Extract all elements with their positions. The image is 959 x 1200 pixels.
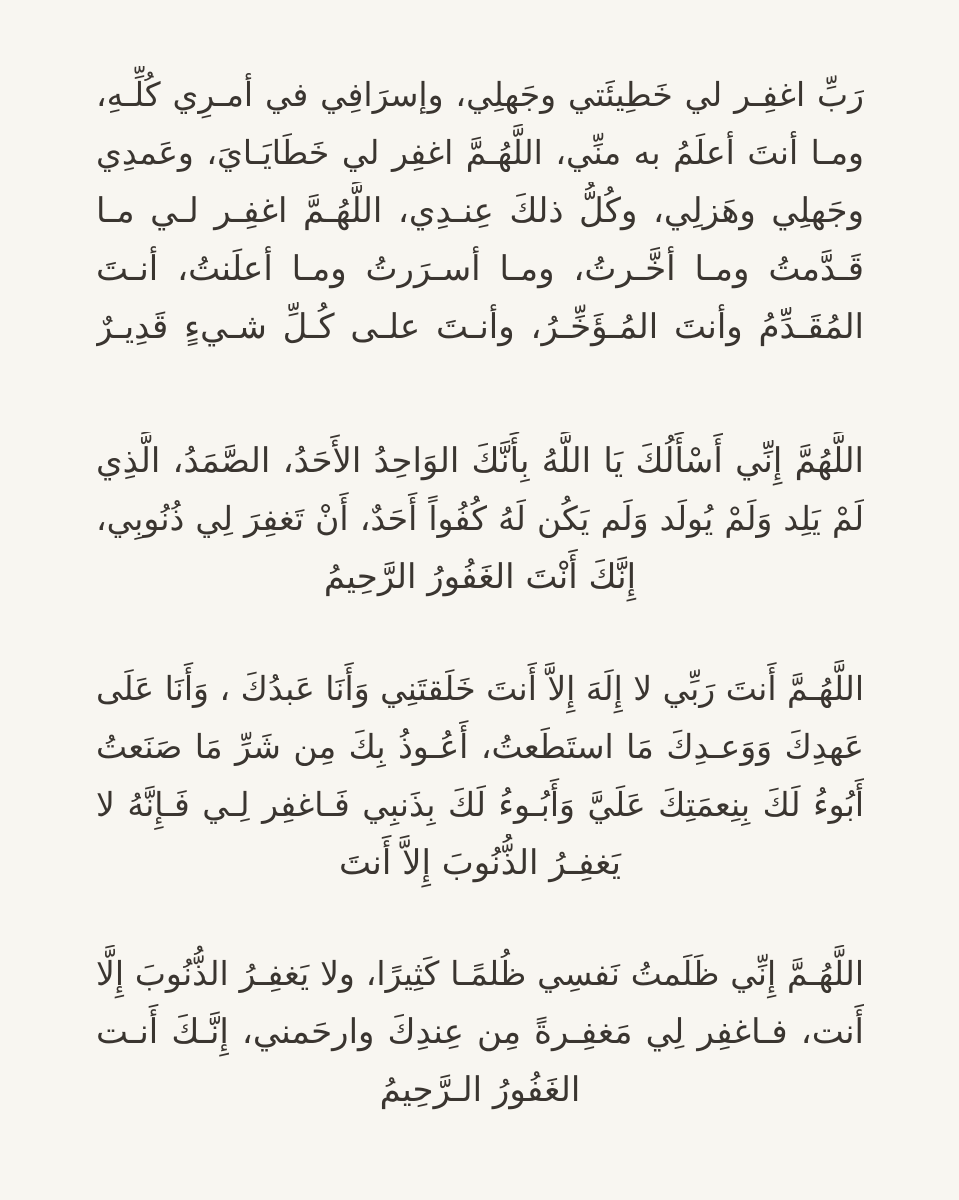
text-line: اللَّهُـمَّ أَنتَ رَبِّي لا إِلَهَ إِلاَّ أَنتَ خَلَقتَنِي وَأَنَا عَبدُكَ ، وَأَنَا عَلَى: [96, 669, 864, 708]
text-line: لَمْ يَلِد وَلَمْ يُولَد وَلَم يَكُن لَهُ كُفُواً أَحَدٌ، أَنْ تَغفِرَ لِي ذُنُوبِي،: [96, 499, 864, 538]
text-line: رَبِّ اغفِـر لي خَطِيئَتي وجَهلِي، وإسرَافِي في أمـرِي كُلِّـهِ،: [96, 75, 864, 114]
text-line: أَنت، فـاغفِر لِي مَغفِـرةً مِن عِندِكَ وارحَمني، إِنَّـكَ أَنـت: [96, 1012, 864, 1052]
text-line: عَهدِكَ وَوَعـدِكَ مَا استَطَعتُ، أَعُـوذُ بِكَ مِن شَرِّ مَا صَنَعتُ: [96, 727, 864, 766]
text-line: اللَّهُمَّ إِنِّي أَسْأَلُكَ يَا اللَّهُ بِأَنَّكَ الوَاحِدُ الأَحَدُ، الصَّمَدُ، الَّذِي: [96, 441, 864, 481]
text-line: إِنَّكَ أَنْتَ الغَفُورُ الرَّحِيمُ: [323, 557, 637, 597]
text-line: قَـدَّمتُ ومـا أخَّـرتُ، ومـا أسـرَرتُ ومـا أعلَنتُ، أنـتَ: [96, 249, 864, 289]
text-line: أَبُوءُ لَكَ بِنِعمَتِكَ عَلَيَّ وَأَبُـوءُ لَكَ بِذَنبِي فَـاغفِر لِـي فَـإِنَّهُ لا: [96, 785, 864, 824]
text-line: يَغفِـرُ الذُّنُوبَ إِلاَّ أَنتَ: [338, 843, 622, 883]
dua-paragraph-4: [96, 945, 864, 1119]
dua-paragraph-3: [96, 660, 864, 892]
text-line: اللَّهُـمَّ إِنِّي ظَلَمتُ نَفسِي ظُلمًـا كَثِيرًا، ولا يَغفِـرُ الذُّنُوبَ إِلَّا: [96, 954, 864, 993]
text-line: وجَهلِي وهَزلِي، وكُلُّ ذلكَ عِنـدِي، اللَّهُـمَّ اغفِـر لـي مـا: [96, 191, 864, 231]
text-line: الغَفُورُ الـرَّحِيمُ: [379, 1070, 581, 1110]
text-line: ومـا أنتَ أعلَمُ به منِّي، اللَّهُـمَّ اغفِر لي خَطَايَـايَ، وعَمدِي: [96, 133, 864, 172]
text-line: المُقَـدِّمُ وأنتَ المُـؤَخِّـرُ، وأنـتَ علـى كُـلِّ شـيءٍ قَدِيـرٌ: [96, 307, 864, 347]
dua-paragraph-1: [96, 66, 864, 356]
dua-paragraph-2: [96, 432, 864, 606]
